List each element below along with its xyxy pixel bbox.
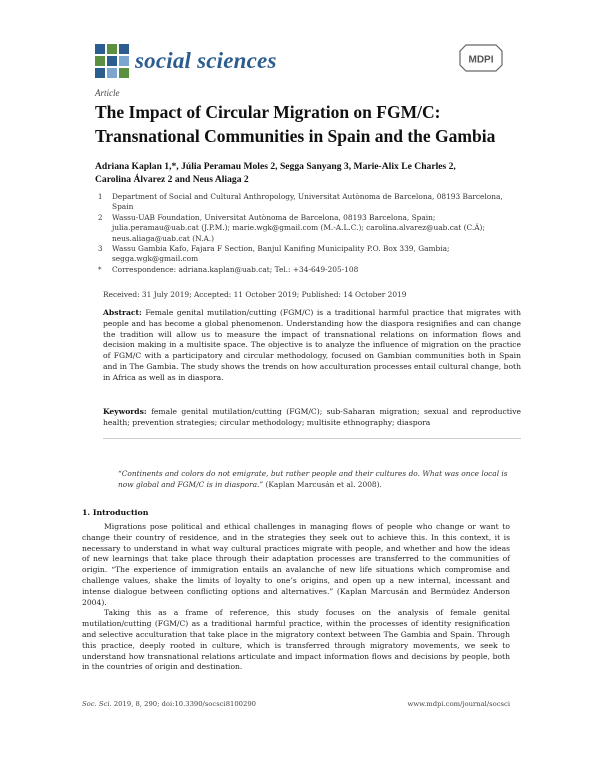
affiliation-number: 2 xyxy=(98,213,103,222)
correspondence-text: Correspondence: adriana.kaplan@uab.cat; Tel.: +34-649-205-108 xyxy=(112,264,359,274)
affiliation-text: Wassu-UAB Foundation, Universitat Autònoma de Barcelona, 08193 Barcelona, Spain; julia.peramau@uab.cat (J.P.M.); marie.wgk@gmail.com (M.-A.L.C.); carolina.alvarez@uab.cat (C.Á); neus.aliaga@uab.cat (N.A.) xyxy=(112,212,485,243)
abstract-text: Female genital mutilation/cutting (FGM/C) is a traditional harmful practice that migrates with people and has become a global phenomenon. Understanding how the diaspora resignifies and can change the tradition will allow us to measure the impact of transnational relations on information flows and decision making in a multisite space. The objective is to analyze the influence of migration on the practice of FGM/C with a participatory and circular methodology, focused on Gambian communities both in Spain and in The Gambia. The study shows the trends on how acculturation processes entail cultural change, both in Africa as well as in diaspora. xyxy=(103,308,521,382)
author-line: Carolina Álvarez 2 and Neus Aliaga 2 xyxy=(95,174,249,185)
abstract-label: Abstract: xyxy=(103,308,142,317)
section-heading: 1. Introduction xyxy=(82,508,149,517)
quote-text: “Continents and colors do not emigrate, but rather people and their cultures do. What was once local is now global and FGM/C is in diaspora.” xyxy=(118,469,508,489)
paragraph: Taking this as a frame of reference, this study focuses on the analysis of female genital mutilation/cutting (FGM/C) as a traditional harmful practice, within the processes of identity resignification and selective acculturation that take place in the migratory context between The Gambia and Spain. Through this practice, deeply rooted in culture, which is transferred through migratory movements, we seek to understand how transnational relations articulate and impact information flows and decisions by people, both in the countries of origin and destination. xyxy=(82,608,510,672)
publisher-name: MDPI xyxy=(468,54,494,66)
body-text xyxy=(82,522,510,673)
article-type: Article xyxy=(95,88,120,98)
affiliations xyxy=(98,192,508,275)
journal-logo-icon xyxy=(95,44,129,78)
footer-doi: 2019, 8, 290; doi:10.3390/socsci8100290 xyxy=(113,700,256,708)
affiliation-text: Wassu Gambia Kafo, Fajara F Section, Banjul Kanifing Municipality P.O. Box 339, Gambia; segga.wgk@gmail.com xyxy=(112,244,450,264)
footer-journal-abbrev: Soc. Sci. xyxy=(82,700,112,708)
affiliation-text: Department of Social and Cultural Anthropology, Universitat Autònoma de Barcelona, 08193 Barcelona, Spain xyxy=(112,192,503,212)
keywords-text: female genital mutilation/cutting (FGM/C); sub-Saharan migration; sexual and reproductive health; prevention strategies; circular methodology; multisite ethnography; diaspora xyxy=(103,407,521,427)
article-title: The Impact of Circular Migration on FGM/C: Transnational Communities in Spain and the Gambia xyxy=(95,102,496,146)
epigraph-quote xyxy=(118,469,513,490)
affiliation-number: 1 xyxy=(98,193,103,201)
author-line: Adriana Kaplan 1,*, Júlia Peramau Moles 2, Segga Sanyang 3, Marie-Alix Le Charles 2, xyxy=(95,161,456,172)
affiliation-item xyxy=(98,244,508,265)
quote-citation: (Kaplan Marcusán et al. 2008). xyxy=(265,479,382,489)
correspondence xyxy=(98,265,508,275)
publication-dates: Received: 31 July 2019; Accepted: 11 October 2019; Published: 14 October 2019 xyxy=(103,290,407,299)
affiliation-item xyxy=(98,192,508,213)
footer-citation xyxy=(82,700,256,708)
mdpi-logo-icon xyxy=(456,44,506,72)
correspondence-marker: * xyxy=(98,265,102,274)
footer-url[interactable]: www.mdpi.com/journal/socsci xyxy=(407,700,510,708)
paragraph: Migrations pose political and ethical challenges in managing flows of people who change or want to change their country of residence, and in the strategies they seek out to achieve this. In this context, it is necessary to understand in what way cultural practices migrate with people, and whether and how the ideas of new learnings that take place through their adaptation processes are transferred to the communities of origin. “The experience of immigration entails an avalanche of new life situations which compromise and challenge values, shake the limits of loyalty to one’s origins, and open up a new internal, incessant and intense dialogue between conflicting options and alternatives.” (Kaplan Marcusán and Bermúdez Anderson 2004). xyxy=(82,522,510,607)
keywords xyxy=(103,407,521,429)
affiliation-item xyxy=(98,213,508,244)
journal-name: social sciences xyxy=(135,48,277,73)
keywords-label: Keywords: xyxy=(103,407,147,416)
abstract xyxy=(103,308,521,384)
author-list xyxy=(95,160,515,186)
divider xyxy=(103,438,521,439)
affiliation-number: 3 xyxy=(98,245,103,254)
